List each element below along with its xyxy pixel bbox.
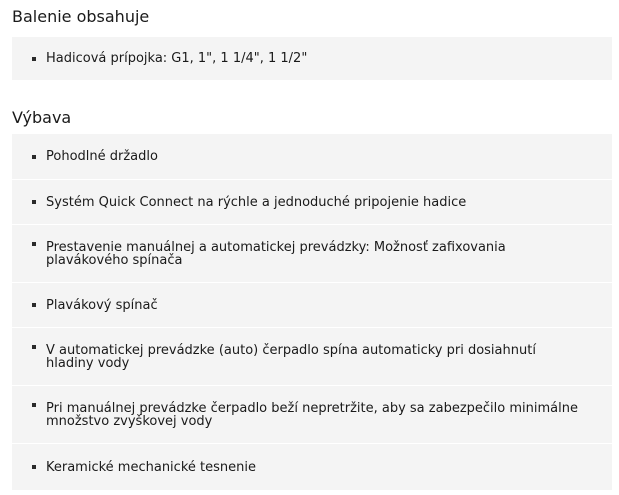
- bullet-icon: [32, 403, 36, 407]
- list-item: [12, 328, 612, 386]
- list-item-text: Systém Quick Connect na rýchle a jednoduché pripojenie hadice: [46, 194, 467, 210]
- package-contents-list: [12, 37, 612, 81]
- equipment-list: [12, 134, 612, 491]
- bullet-icon: [32, 465, 36, 469]
- list-item-text: Hadicová prípojka: G1, 1", 1 1/4", 1 1/2": [46, 51, 308, 66]
- list-item: [12, 444, 612, 491]
- list-item-text: Prestavenie manuálnej a automatickej prevádzky: Možnosť zafixovania plavákového spínača: [46, 239, 506, 268]
- list-item: [12, 225, 612, 283]
- bullet-icon: [32, 345, 36, 349]
- list-item: [12, 283, 612, 328]
- bullet-icon: [32, 57, 36, 61]
- bullet-icon: [32, 200, 36, 204]
- list-item-text: Pri manuálnej prevádzke čerpadlo beží nepretržite, aby sa zabezpečilo minimálne množstvo zvyškovej vody: [46, 400, 578, 429]
- list-item: [12, 134, 612, 180]
- bullet-icon: [32, 242, 36, 246]
- equipment-title: Výbava: [12, 108, 72, 127]
- list-item-text: Pohodlné držadlo: [46, 149, 158, 164]
- bullet-icon: [32, 155, 36, 159]
- bullet-icon: [32, 303, 36, 307]
- list-item: [12, 386, 612, 444]
- list-item: [12, 37, 612, 81]
- list-item-text: V automatickej prevádzke (auto) čerpadlo spína automaticky pri dosiahnutí hladiny vody: [46, 342, 536, 371]
- list-item: [12, 180, 612, 225]
- list-item-text: Plavákový spínač: [46, 297, 158, 313]
- package-contents-title: Balenie obsahuje: [12, 7, 150, 26]
- list-item-text: Keramické mechanické tesnenie: [46, 459, 256, 475]
